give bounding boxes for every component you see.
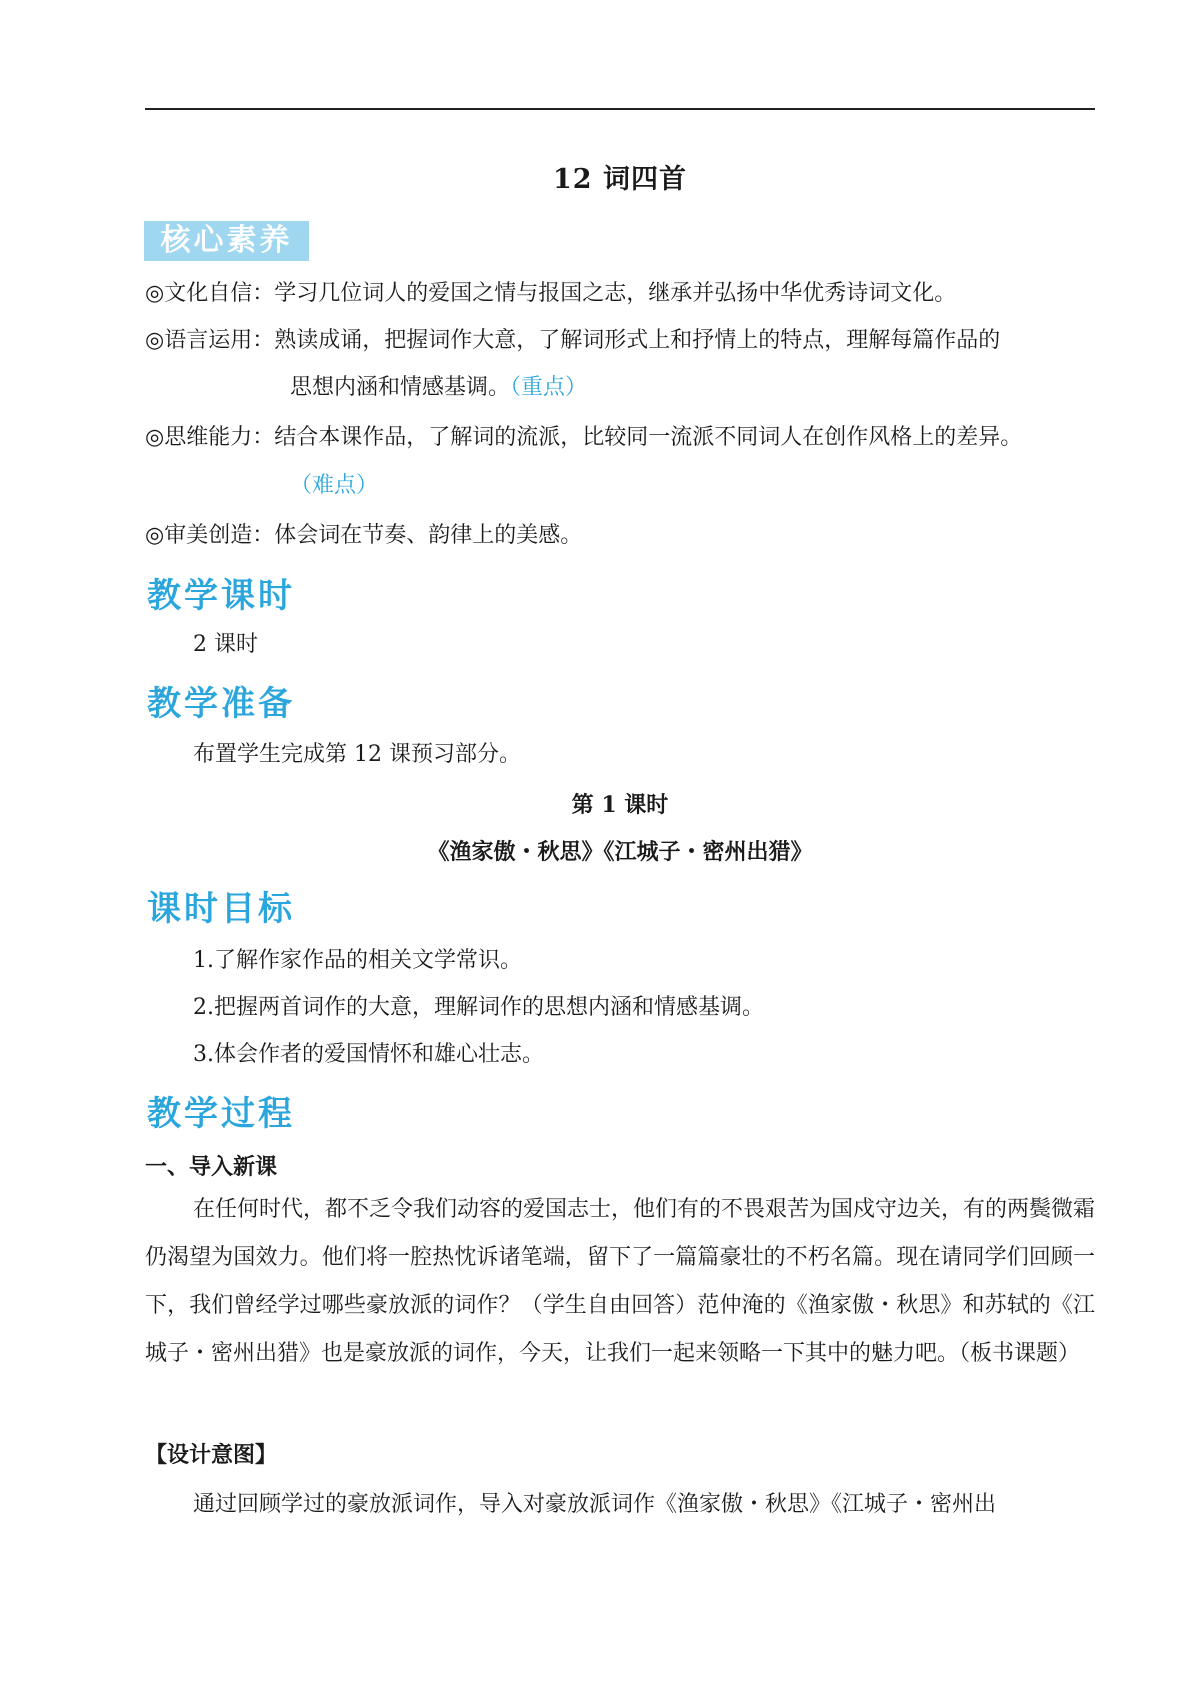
- key-point-tag: （重点）: [510, 375, 588, 400]
- core-item-culture: [145, 279, 956, 309]
- lesson-label: 第 1 课时: [571, 792, 669, 818]
- core-item-thinking: [145, 423, 1022, 453]
- goal-item: 2.把握两首词作的大意，理解词作的思想内涵和情感基调。: [193, 995, 764, 1020]
- intro-paragraph: 在任何时代，都不乏令我们动容的爱国志士，他们有的不畏艰苦为国戍守边关，有的两鬓微霜仍渴望为国效力。他们将一腔热忱诉诸笔端，留下了一篇篇豪壮的不朽名篇。现在请同学们回顾一下，我们曾经学过哪些豪放派的词作？（学生自由回答）范仲淹的《渔家傲・秋思》和苏轼的《江城子・密州出猎》也是豪放派的词作，今天，让我们一起来领略一下其中的魅力吧。（板书课题）: [145, 1197, 1096, 1366]
- page-title: 12 词四首: [553, 164, 687, 195]
- design-intent-label: 【设计意图】: [145, 1442, 278, 1468]
- goal-item: 3.体会作者的爱国情怀和雄心壮志。: [193, 1042, 544, 1067]
- design-intent-text: 通过回顾学过的豪放派词作，导入对豪放派词作《渔家傲・秋思》《江城子・密州出: [193, 1492, 997, 1517]
- core-item-text: 体会词在节奏、韵律上的美感。: [274, 523, 583, 548]
- core-item-label: ◎审美创造：: [145, 523, 275, 548]
- teaching-process-heading: 教学过程: [147, 1094, 295, 1134]
- lesson-subtitle: 《渔家傲・秋思》《江城子・密州出猎》: [427, 839, 813, 865]
- header-rule: [145, 108, 1095, 110]
- teaching-prep-text: 布置学生完成第 12 课预习部分。: [193, 742, 521, 767]
- core-item-label: ◎文化自信：: [145, 281, 275, 306]
- goal-item: 1.了解作家作品的相关文学常识。: [193, 948, 522, 973]
- core-item-text: 思想内涵和情感基调。: [290, 375, 511, 400]
- teaching-hours-heading: 教学课时: [147, 576, 295, 616]
- section-intro-heading: 一、导入新课: [145, 1154, 278, 1180]
- core-item-text: 学习几位词人的爱国之情与报国之志，继承并弘扬中华优秀诗词文化。: [274, 281, 957, 306]
- core-item-text: 熟读成诵，把握词作大意，了解词形式上和抒情上的特点，理解每篇作品的: [274, 328, 1001, 353]
- teaching-prep-heading: 教学准备: [147, 684, 295, 724]
- core-literacy-heading: 核心素养: [144, 221, 309, 261]
- core-item-language: [145, 326, 1000, 356]
- core-item-label: ◎语言运用：: [145, 328, 275, 353]
- difficult-point-tag: （难点）: [290, 473, 379, 498]
- core-item-label: ◎思维能力：: [145, 425, 275, 450]
- core-item-aesthetic: [145, 521, 582, 551]
- core-item-language-cont: [290, 373, 587, 403]
- lesson-goals-heading: 课时目标: [147, 889, 295, 929]
- teaching-hours-text: 2 课时: [193, 632, 258, 657]
- core-item-text: 结合本课作品，了解词的流派，比较同一流派不同词人在创作风格上的差异。: [274, 425, 1023, 450]
